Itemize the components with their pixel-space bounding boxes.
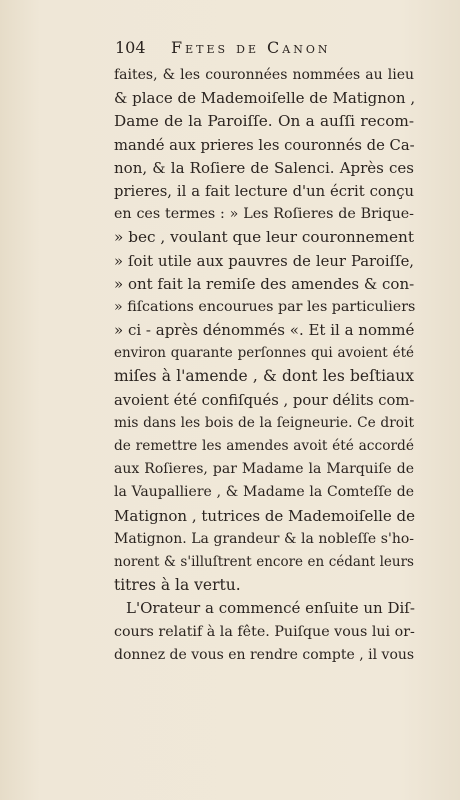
text-line: non, & la Roſiere de Salenci. Après ces xyxy=(114,158,414,177)
text-line: la Vaupalliere , & Madame la Comteſſe de xyxy=(114,484,414,501)
running-title: Fetes de Canon xyxy=(171,38,331,57)
text-line: norent & s'illuſtrent encore en cédant leurs xyxy=(114,553,414,570)
text-line: Matignon , tutrices de Mademoiſelle de xyxy=(114,506,416,525)
page-number: 104 xyxy=(115,38,146,57)
text-line: cours relatif à la fête. Puiſque vous lui or- xyxy=(114,623,415,640)
text-line: mis dans les bois de la ſeigneurie. Ce droit xyxy=(114,414,414,431)
text-line: » fiſcations encourues par les particuliers xyxy=(114,298,416,315)
text-line: » ont fait la remiſe des amendes & con- xyxy=(114,274,415,293)
text-line: » ſoit utile aux pauvres de leur Paroiſſe, xyxy=(114,252,414,270)
text-line: titres à la vertu. xyxy=(114,576,241,595)
text-line: prieres, il a fait lecture d'un écrit conçu xyxy=(114,182,414,200)
body-text xyxy=(114,64,414,667)
text-line: & place de Mademoiſelle de Matignon , xyxy=(114,89,416,108)
text-line: de remettre les amendes avoit été accordé xyxy=(114,438,414,454)
text-line: en ces termes : » Les Roſieres de Brique- xyxy=(114,206,414,223)
text-line: Dame de la Paroiſſe. On a auſſi recom- xyxy=(114,112,414,131)
text-line: miſes à l'amende , & dont les beſtiaux xyxy=(114,367,414,386)
text-line: mandé aux prieres les couronnés de Ca- xyxy=(114,136,415,154)
text-line: » ci - après dénommés «. Et il a nommé xyxy=(114,321,415,340)
text-line: L'Orateur a commencé enſuite un Diſ- xyxy=(126,599,415,618)
text-line: aux Roſieres, par Madame la Marquiſe de xyxy=(114,461,414,478)
page-header xyxy=(115,38,385,60)
text-line: » bec , voulant que leur couronnement xyxy=(114,228,414,247)
text-line: Matignon. La grandeur & la nobleſſe s'ho- xyxy=(114,530,414,547)
text-line: avoient été confiſqués , pour délits com- xyxy=(114,391,415,409)
text-line: donnez de vous en rendre compte , il vous xyxy=(114,646,415,663)
text-line: faites, & les couronnées nommées au lieu xyxy=(114,67,414,83)
text-line: environ quarante perſonnes qui avoient été xyxy=(114,345,414,362)
